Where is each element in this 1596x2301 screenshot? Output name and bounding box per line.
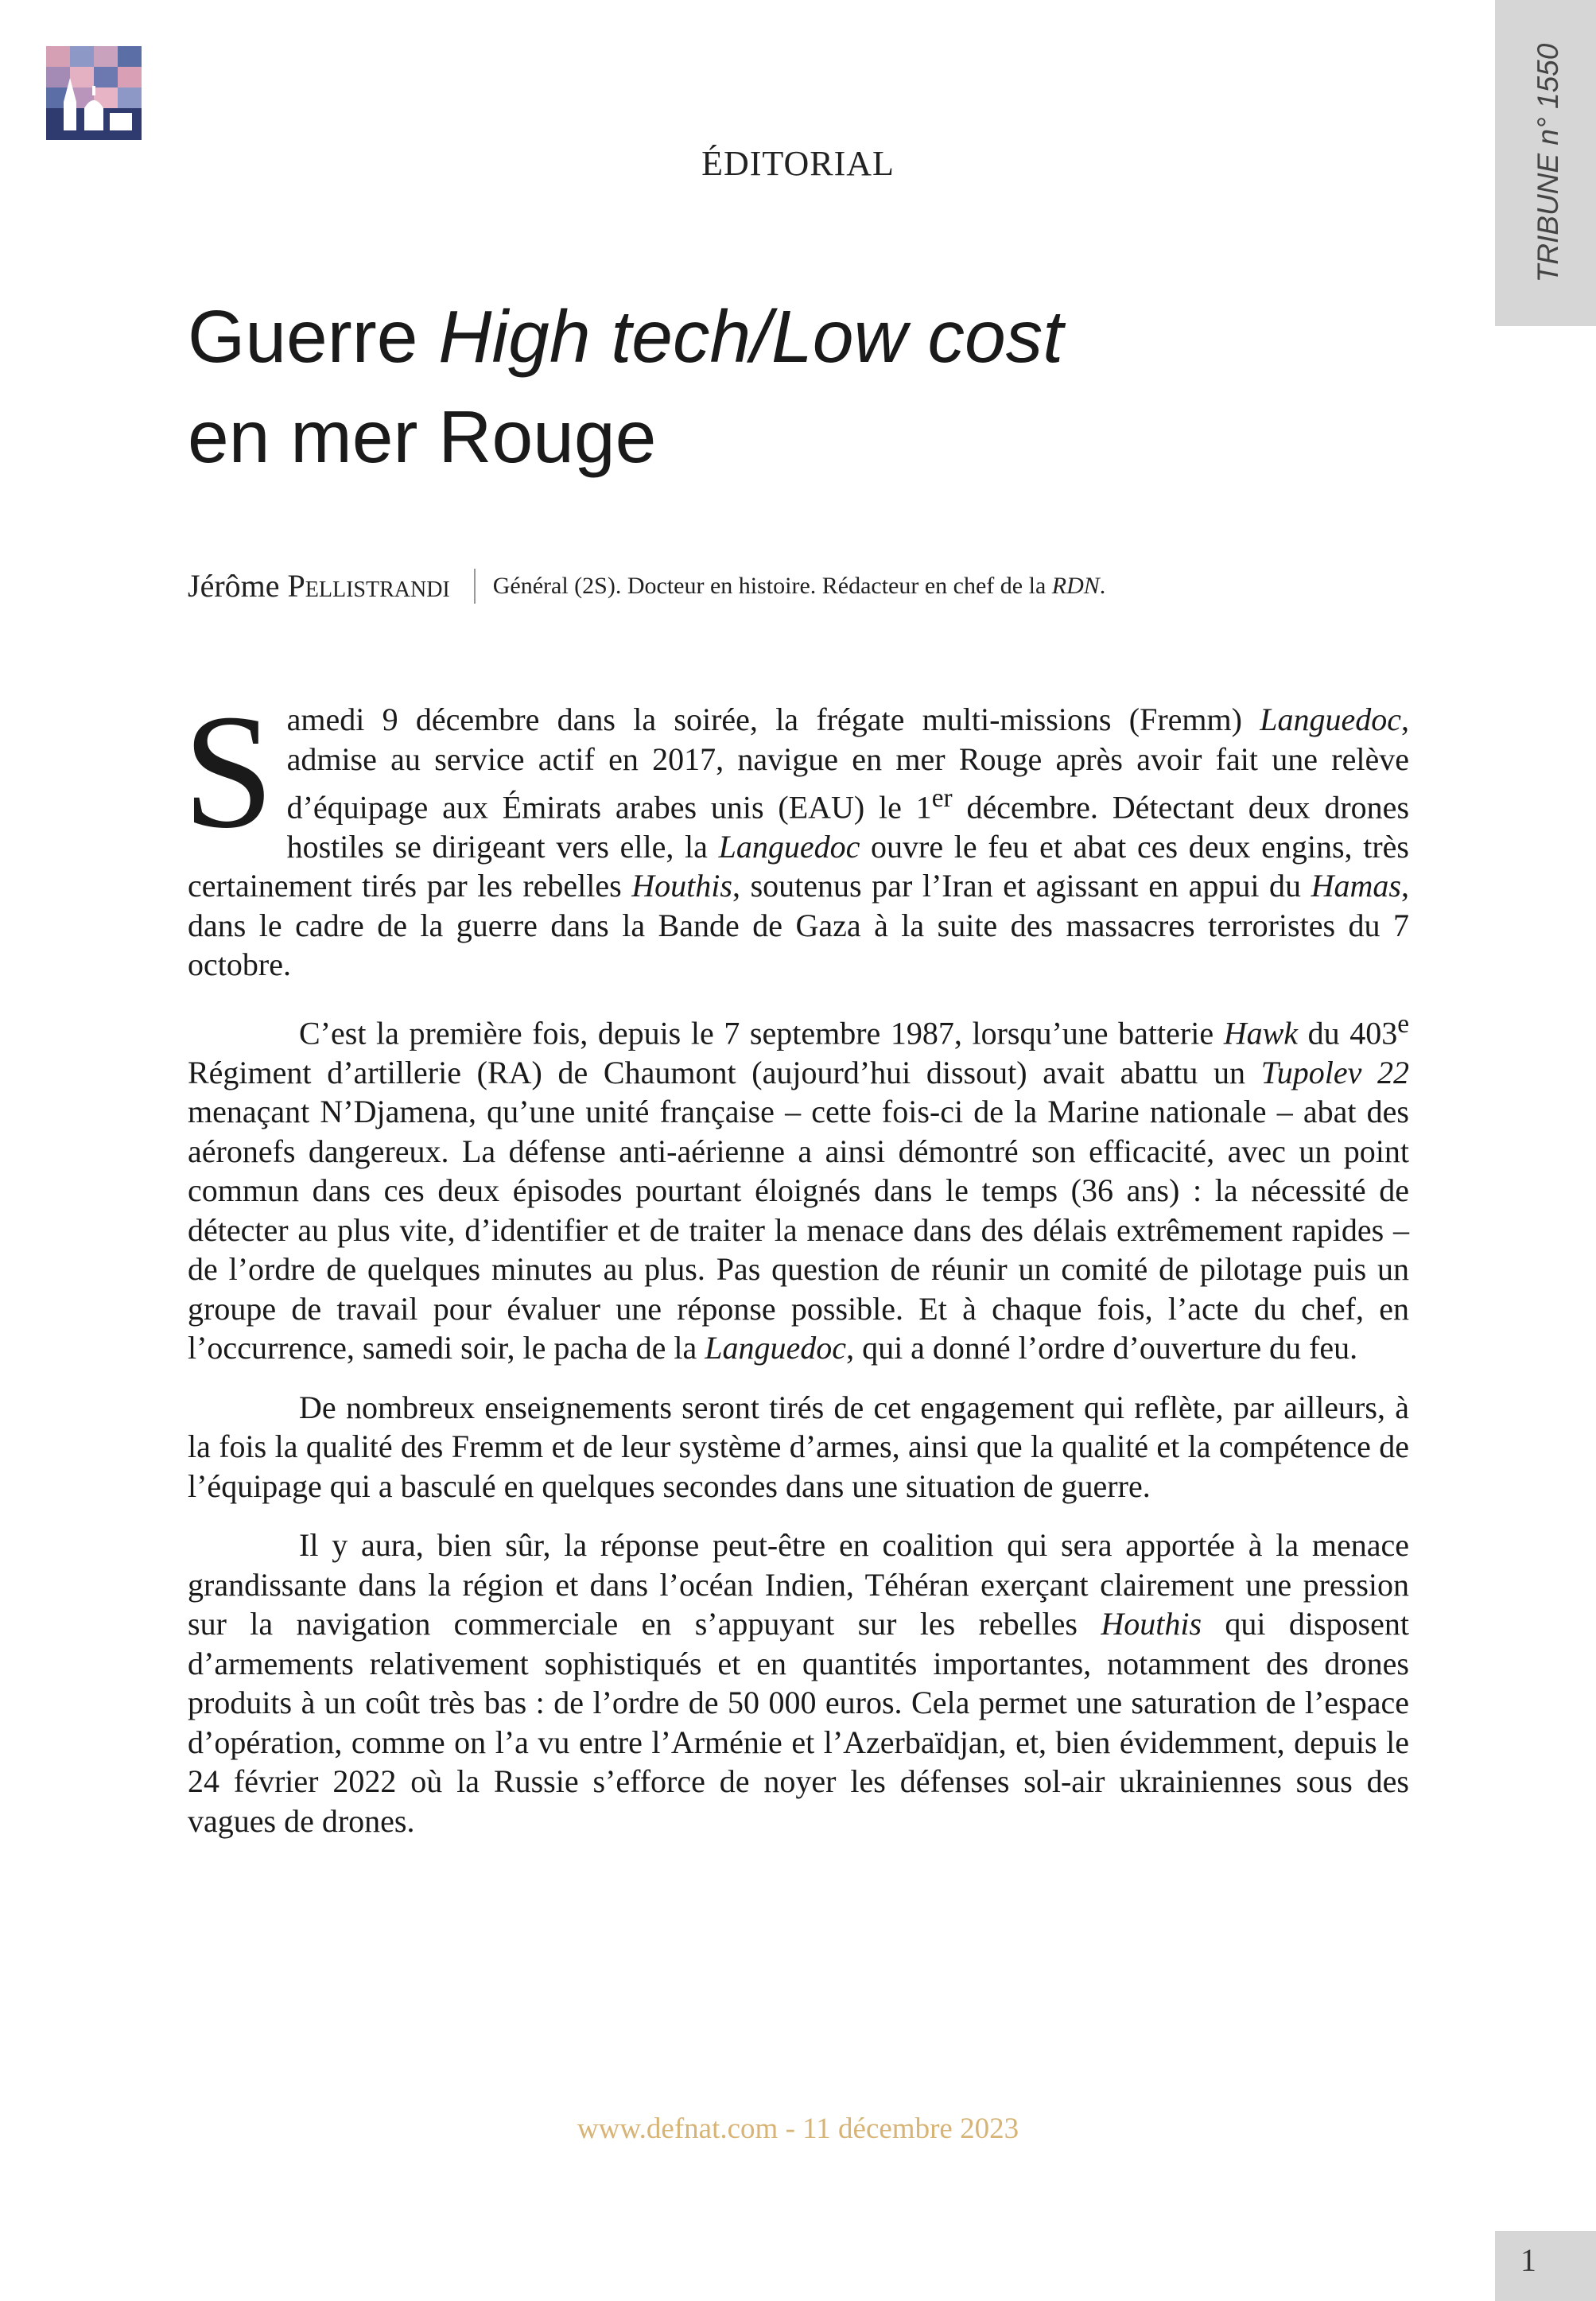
p1-sup-1: er bbox=[931, 783, 953, 813]
p3-text-1: De nombreux enseignements seront tirés de cet engagement qui reflète, par ailleurs, à la fois la qualité des Fremm et de leur système d’armes, ainsi que la qualité et la compétence de l’équipage qui a basculé en quelques secondes dans une situation de guerre. bbox=[188, 1389, 1409, 1504]
drop-cap: S bbox=[183, 680, 274, 862]
tribune-number: TRIBUNE n° 1550 bbox=[1532, 43, 1564, 283]
p1-italic-2: Languedoc bbox=[718, 828, 860, 865]
p1-text-3: décembre. Détectant deux drones hostiles se dirigeant vers elle, la bbox=[286, 789, 1410, 865]
title-line2: en mer Rouge bbox=[188, 395, 657, 478]
p4-italic-1: Houthis bbox=[1101, 1606, 1202, 1642]
p1-text-5: , soutenus par l’Iran et agissant en appui du bbox=[732, 868, 1311, 904]
publisher-logo bbox=[46, 46, 142, 140]
title-italic: High tech/Low cost bbox=[438, 295, 1064, 378]
rubric-label: ÉDITORIAL bbox=[701, 144, 895, 183]
p4-text-1: Il y aura, bien sûr, la réponse peut-être en coalition qui sera apportée à la menace grandissante dans la région et dans l’océan Indien, Téhéran exerçant clairement une pression sur la navigation commerciale en s’appuyant sur les rebelles bbox=[188, 1527, 1409, 1642]
paragraph-4 bbox=[188, 1526, 1409, 1840]
article-body bbox=[183, 680, 1410, 1860]
logo-emblem-icon bbox=[46, 46, 142, 140]
p2-italic-2: Tupolev 22 bbox=[1260, 1054, 1409, 1090]
p1-text-2: , admise au service actif en 2017, navigue en mer Rouge après avoir fait une relève d’équipage aux Émirats arabes unis (EAU) le 1 bbox=[286, 702, 1409, 826]
p1-text-1: amedi 9 décembre dans la soirée, la frégate multi-missions (Fremm) bbox=[286, 702, 1260, 737]
p2-sup-1: e bbox=[1397, 1009, 1410, 1039]
affiliation-text: Général (2S). Docteur en histoire. Rédacteur en chef de la bbox=[492, 572, 1052, 599]
p2-text-2: du 403 bbox=[1298, 1015, 1398, 1051]
p2-text-4: menaçant N’Djamena, qu’une unité française – cette fois-ci de la Marine nationale – abat des aéronefs dangereux. La défense anti-aérienne a ainsi démontré son efficacité, avec un point commun dans ces deux épisodes pourtant éloignés dans le temps (36 ans) : la nécessité de détecter au plus vite, d’identifier et de traiter la menace dans des délais extrêmement rapides – de l’ordre de quelques minutes au plus. Pas question de réunir un comité de pilotage puis un groupe de travail pour évaluer une réponse possible. Et à chaque fois, l’acte du chef, en l’occurrence, samedi soir, le pacha de la bbox=[188, 1094, 1409, 1366]
p2-text-3: Régiment d’artillerie (RA) de Chaumont (aujourd’hui dissout) avait abattu un bbox=[188, 1054, 1261, 1090]
p2-italic-3: Languedoc bbox=[705, 1330, 847, 1366]
p1-italic-4: Hamas bbox=[1311, 868, 1401, 904]
title-part1: Guerre bbox=[188, 295, 439, 378]
byline-separator bbox=[474, 569, 476, 604]
affiliation-journal: RDN bbox=[1051, 572, 1100, 599]
author-last: Pellistrandi bbox=[287, 568, 450, 604]
p1-text-4: ouvre le feu et abat ces deux engins, très certainement tirés par les rebelles bbox=[188, 828, 1409, 904]
p2-text-1: C’est la première fois, depuis le 7 septembre 1987, lorsqu’une batterie bbox=[299, 1015, 1224, 1051]
page-number: 1 bbox=[1520, 2242, 1536, 2278]
p2-text-5: , qui a donné l’ordre d’ouverture du feu. bbox=[846, 1330, 1358, 1366]
p1-italic-3: Houthis bbox=[631, 868, 732, 904]
affiliation-end: . bbox=[1099, 572, 1106, 599]
p1-text-6: , dans le cadre de la guerre dans la Bande de Gaza à la suite des massacres terroristes du 7 octobre. bbox=[188, 868, 1409, 983]
paragraph-2 bbox=[188, 1005, 1409, 1368]
byline bbox=[188, 567, 1412, 604]
author-affiliation bbox=[493, 573, 1106, 600]
author-name bbox=[188, 567, 450, 604]
p1-italic-1: Languedoc bbox=[1260, 702, 1401, 737]
p4-text-2: qui disposent d’armements relativement sophistiqués et en quantités importantes, notamment des drones produits à un coût très bas : de l’ordre de 50 000 euros. Cela permet une saturation de l’espace d’opération, comme on l’a vu entre l’Arménie et l’Azerbaïdjan, et, bien évidemment, depuis le 24 février 2022 où la Russie s’efforce de noyer les défenses sol-air ukrainiennes sous des vagues de drones. bbox=[188, 1606, 1409, 1839]
p2-italic-1: Hawk bbox=[1223, 1015, 1299, 1051]
paragraph-1 bbox=[183, 680, 1410, 985]
footer-url-date: www.defnat.com - 11 décembre 2023 bbox=[577, 2112, 1019, 2145]
article-title bbox=[188, 286, 1380, 487]
paragraph-3 bbox=[188, 1388, 1409, 1506]
author-first: Jérôme bbox=[188, 568, 288, 604]
